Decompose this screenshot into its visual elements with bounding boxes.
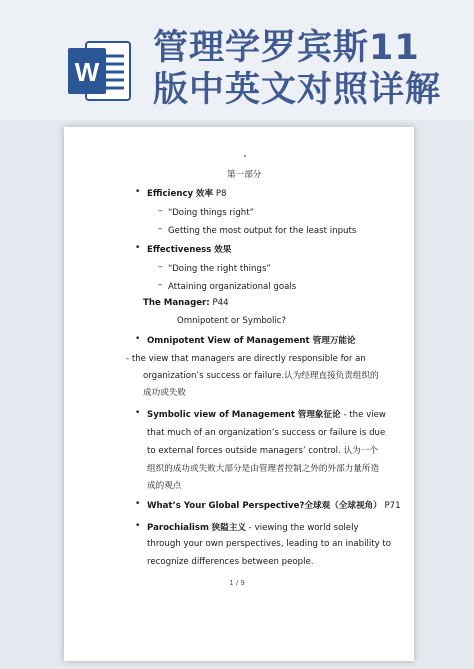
logo-letter: W: [74, 57, 100, 87]
efficiency-item: Getting the most output for the least inputs: [168, 226, 357, 236]
omnipotent-definition: organization’s success or failure.认为经理直接负责组织的: [143, 371, 379, 381]
symbolic-definition: 组织的成功或失败大部分是由管理者控制之外的外部力量所造: [147, 464, 380, 474]
bullet: •: [135, 521, 141, 531]
omnipotent-definition: - the view that managers are directly responsible for an: [126, 354, 366, 364]
parochialism-definition: recognize differences between people.: [147, 557, 314, 567]
effectiveness-term: Effectiveness 效果: [147, 245, 232, 255]
efficiency-item: “Doing things right”: [168, 208, 255, 218]
parochialism-definition: through your own perspectives, leading to an inability to: [147, 539, 392, 549]
efficiency-term: Efficiency 效率 P8: [147, 189, 227, 199]
header-banner: [0, 0, 474, 120]
dash: –: [158, 224, 163, 234]
omnipotent-definition: 成功或失败: [143, 388, 186, 398]
symbolic-definition: 成的观点: [147, 481, 182, 491]
bullet: •: [135, 187, 141, 197]
page-number: 1 / 9: [229, 579, 245, 587]
effectiveness-item: Attaining organizational goals: [168, 282, 297, 292]
banner-title-line2: 版中英文对照详解: [153, 70, 442, 110]
bullet: •: [135, 408, 141, 418]
bullet: •: [135, 243, 141, 253]
global-perspective-heading: What’s Your Global Perspective?全球观（全球视角） P71: [147, 501, 401, 511]
symbolic-definition: that much of an organization’s success or failure is due: [147, 428, 386, 438]
dash: –: [158, 280, 163, 290]
banner-title-line1: 管理学罗宾斯11: [153, 28, 420, 68]
manager-question: Omnipotent or Symbolic?: [177, 316, 287, 326]
document-page: [64, 127, 414, 661]
effectiveness-item: “Doing the right things”: [168, 264, 271, 274]
section-heading: 第一部分: [227, 170, 262, 180]
word-document-icon: [66, 38, 134, 104]
parochialism-term: Parochialism 狭隘主义 - viewing the world solely: [147, 523, 359, 533]
symbolic-term: Symbolic view of Management 管理象征论 - the view: [147, 410, 386, 420]
bullet: •: [135, 499, 141, 509]
omnipotent-term: Omnipotent View of Management 管理万能论: [147, 336, 356, 346]
symbolic-definition: to external forces outside managers’ control. 认为一个: [147, 446, 378, 456]
dash: –: [158, 206, 163, 216]
dash: –: [158, 262, 163, 272]
bullet: •: [135, 334, 141, 344]
manager-heading: The Manager: P44: [143, 298, 229, 308]
